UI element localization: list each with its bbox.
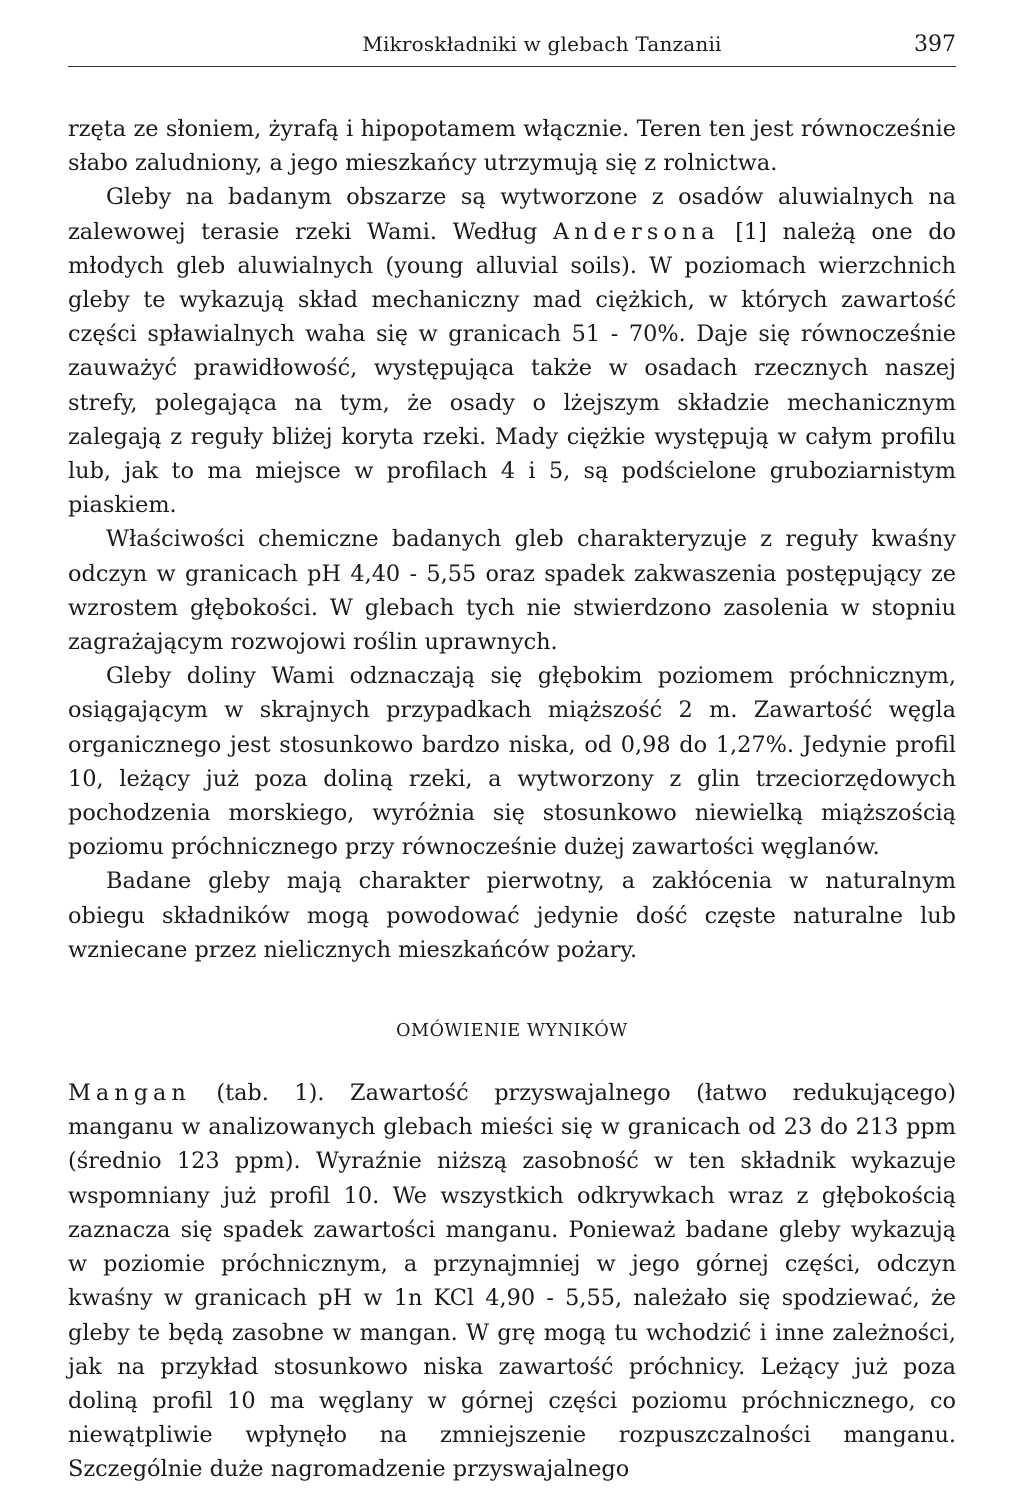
section-paragraph xyxy=(68,1076,956,1486)
author-name: Andersona xyxy=(552,218,720,245)
page-number: 397 xyxy=(914,32,956,57)
body-text xyxy=(68,112,956,967)
page xyxy=(68,26,956,1487)
paragraph-4: Gleby doliny Wami odznaczają się głębokim poziomem próchnicznym, osiągającym w skrajnych przypadkach miąższość 2 m. Zawartość węgla organicznego jest stosunkowo bardzo niska, od 0,98 do 1,27%. Jedynie profil 10, leżący już poza doliną rzeki, a wytworzony z glin trzeciorzędowych pochodzenia morskiego, wyróżnia się stosunkowo niewielką miąższością poziomu próchnicznego przy równocześnie dużej zawartości węglanów. xyxy=(68,663,956,861)
paragraph-5: Badane gleby mają charakter pierwotny, a zakłócenia w naturalnym obiegu składników mogą powodować jedynie dość częste naturalne lub wzniecane przez nielicznych mieszkańców pożary. xyxy=(68,868,956,963)
paragraph-3: Właściwości chemiczne badanych gleb charakteryzuje z reguły kwaśny odczyn w granicach pH 4,40 - 5,55 oraz spadek zakwaszenia postępujący ze wzrostem głębokości. W glebach tych nie stwierdzono zasolenia w stopniu zagrażającym rozwojowi roślin uprawnych. xyxy=(68,526,956,656)
lead-term: Mangan xyxy=(68,1080,191,1107)
running-header xyxy=(68,26,956,67)
paragraph-2-after: [1] należą one do młodych gleb aluwialnych (young alluvial soils). W poziomach wierzchnich gleby te wykazują skład mechaniczny mad ciężkich, w których zawartość części spławialnych waha się w granicach 51 - 70%. Daje się równocześnie zauważyć prawidłowość, występująca także w osadach rzecznych naszej strefy, polegająca na tym, że osady o lżejszym składzie mechanicznym zalegają z reguły bliżej koryta rzeki. Mady ciężkie występują w całym profilu lub, jak to ma miejsce w profilach 4 i 5, są podścielone gruboziarnistym piaskiem. xyxy=(68,218,957,519)
paragraph-1: rzęta ze słoniem, żyrafą i hipopotamem włącznie. Teren ten jest równocześnie słabo zaludniony, a jego mieszkańcy utrzymują się z rolnictwa. xyxy=(68,116,956,177)
section-heading: OMÓWIENIE WYNIKÓW xyxy=(396,1021,628,1042)
paragraph-2-before: Gleby na badanym obszarze są wytworzone z osadów aluwialnych na zalewowej terasie rzeki Wami. Według xyxy=(68,184,956,245)
section-body xyxy=(68,1076,956,1486)
lead-rest: (tab. 1). Zawartość przyswajalnego (łatwo redukującego) manganu w analizowanych glebach mieści się w granicach od 23 do 213 ppm (średnio 123 ppm). Wyraźnie niższą zasobność w ten składnik wykazuje wspomniany już profil 10. We wszystkich odkrywkach wraz z głębokością zaznacza się spadek zawartości manganu. Ponieważ badane gleby wykazują w poziomie próchnicznym, a przynajmniej w jego górnej części, odczyn kwaśny w granicach pH w 1n KCl 4,90 - 5,55, należało się spodziewać, że gleby te będą zasobne w mangan. W grę mogą tu wchodzić i inne zależności, jak na przykład stosunkowo niska zawartość próchnicy. Leżący już poza doliną profil 10 ma węglany w górnej części poziomu próchnicznego, co niewątpliwie wpłynęło na zmniejszenie rozpuszczalności manganu. Szczególnie duże nagromadzenie przyswajalnego xyxy=(68,1080,956,1483)
paragraph-2 xyxy=(68,180,956,522)
running-title: Mikroskładniki w glebach Tanzanii xyxy=(362,32,722,56)
